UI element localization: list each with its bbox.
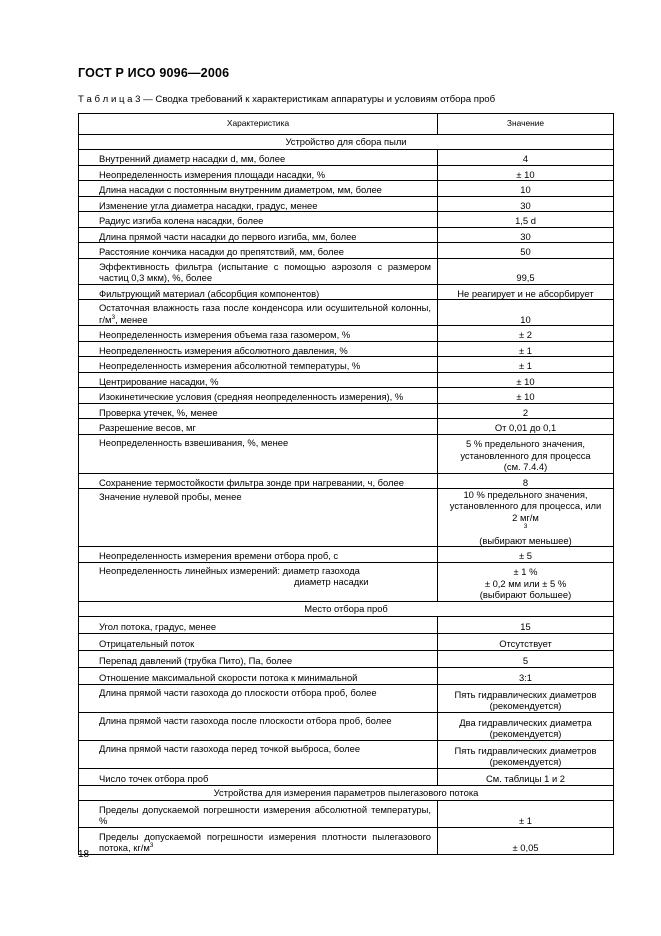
- value-cell: Пять гидравлических диаметров (рекомендуется): [438, 684, 614, 712]
- table-row: [79, 434, 614, 473]
- value-cell: 10: [438, 181, 614, 197]
- table-row: [79, 616, 614, 633]
- requirements-table: [78, 113, 614, 855]
- table-row: [79, 473, 614, 489]
- table-row: [79, 667, 614, 684]
- characteristic-cell: Неопределенность линейных измерений: диаметр газохода диаметр насадки: [79, 562, 438, 601]
- value-cell: 5 % предельного значения, установленного для процесса (см. 7.4.4): [438, 434, 614, 473]
- value-cell: ± 1 % ± 0,2 мм или ± 5 % (выбирают большее): [438, 562, 614, 601]
- column-header-value: Значение: [438, 114, 614, 135]
- value-cell: Отсутствует: [438, 633, 614, 650]
- table-row: [79, 388, 614, 404]
- table-header-row: [79, 114, 614, 135]
- table-row: [79, 243, 614, 259]
- document-header: ГОСТ Р ИСО 9096—2006: [78, 66, 230, 80]
- value-cell: 2: [438, 403, 614, 419]
- table-row: [79, 150, 614, 166]
- value-cell: 4: [438, 150, 614, 166]
- table-row: [79, 800, 614, 827]
- value-cell: См. таблицы 1 и 2: [438, 768, 614, 785]
- characteristic-cell: Неопределенность измерения абсолютной температуры, %: [79, 357, 438, 373]
- section-title: Место отбора проб: [79, 601, 614, 616]
- characteristic-cell: Угол потока, градус, менее: [79, 616, 438, 633]
- characteristic-cell: Неопределенность взвешивания, %, менее: [79, 434, 438, 473]
- characteristic-cell: Фильтрующий материал (абсорбция компонентов): [79, 284, 438, 300]
- value-cell: 30: [438, 227, 614, 243]
- characteristic-cell: Длина прямой части газохода после плоскости отбора проб, более: [79, 712, 438, 740]
- value-cell: ± 1: [438, 357, 614, 373]
- characteristic-cell: Радиус изгиба колена насадки, более: [79, 212, 438, 228]
- characteristic-cell: Длина прямой части газохода перед точкой выброса, более: [79, 740, 438, 768]
- table-row: [79, 300, 614, 326]
- value-cell: Не реагирует и не абсорбирует: [438, 284, 614, 300]
- table-row: [79, 768, 614, 785]
- table-row: [79, 227, 614, 243]
- table-row: [79, 212, 614, 228]
- value-cell: 3:1: [438, 667, 614, 684]
- table-row: [79, 562, 614, 601]
- table-caption-text: — Сводка требований к характеристикам аппаратуры и условиям отбора проб: [143, 94, 496, 105]
- characteristic-cell: Неопределенность измерения объема газа газомером, %: [79, 326, 438, 342]
- table-row: [79, 827, 614, 854]
- table-row: [79, 258, 614, 284]
- table-row: [79, 712, 614, 740]
- section-title: Устройства для измерения параметров пылегазового потока: [79, 785, 614, 800]
- value-cell: От 0,01 до 0,1: [438, 419, 614, 435]
- table-row: [79, 165, 614, 181]
- characteristic-cell: Остаточная влажность газа после конденсора или осушительной колонны, $г/м^3$, менее: [79, 300, 438, 326]
- table-row: [79, 284, 614, 300]
- page-number: 18: [78, 849, 90, 860]
- table-row: [79, 341, 614, 357]
- characteristic-cell: Перепад давлений (трубка Пито), Па, более: [79, 650, 438, 667]
- characteristic-cell: Изменение угла диаметра насадки, градус, менее: [79, 196, 438, 212]
- characteristic-cell: Эффективность фильтра (испытание с помощью аэрозоля с размером частиц 0,3 мкм), %, более: [79, 258, 438, 284]
- characteristic-cell: Число точек отбора проб: [79, 768, 438, 785]
- characteristic-cell: Центрирование насадки, %: [79, 372, 438, 388]
- characteristic-cell: Отношение максимальной скорости потока к минимальной: [79, 667, 438, 684]
- table-row: [79, 403, 614, 419]
- table-row: [79, 326, 614, 342]
- table-row: [79, 196, 614, 212]
- table-row: [79, 650, 614, 667]
- section-row: [79, 785, 614, 800]
- table-row: [79, 181, 614, 197]
- section-row: [79, 135, 614, 150]
- table-row: [79, 633, 614, 650]
- table-row: [79, 357, 614, 373]
- characteristic-cell: Внутренний диаметр насадки d, мм, более: [79, 150, 438, 166]
- characteristic-cell: Неопределенность измерения площади насадки, %: [79, 165, 438, 181]
- characteristic-cell: Пределы допускаемой погрешности измерения абсолютной температуры, %: [79, 800, 438, 827]
- table-caption-label: Т а б л и ц а: [78, 94, 133, 105]
- value-cell: 10: [438, 300, 614, 326]
- characteristic-cell: Пределы допускаемой погрешности измерения плотности пылегазового потока, $кг/м^3$: [79, 827, 438, 854]
- table-caption: [78, 94, 495, 105]
- value-cell: ± 10: [438, 165, 614, 181]
- table-row: [79, 419, 614, 435]
- characteristic-cell: Значение нулевой пробы, менее: [79, 489, 438, 547]
- value-cell: Два гидравлических диаметра (рекомендуется): [438, 712, 614, 740]
- table-caption-number: 3: [135, 94, 141, 105]
- characteristic-cell: Отрицательный поток: [79, 633, 438, 650]
- value-cell: ± 1: [438, 341, 614, 357]
- value-cell: ± 10: [438, 372, 614, 388]
- value-cell: 1,5 d: [438, 212, 614, 228]
- value-cell: 10 % предельного значения, установленного для процесса, или 2 мг/м $^3$ (выбирают меньшее): [438, 489, 614, 547]
- value-cell: ± 2: [438, 326, 614, 342]
- value-cell: 50: [438, 243, 614, 259]
- value-cell: 99,5: [438, 258, 614, 284]
- characteristic-cell: Проверка утечек, %, менее: [79, 403, 438, 419]
- section-row: [79, 601, 614, 616]
- characteristic-cell: Изокинетические условия (средняя неопределенность измерения), %: [79, 388, 438, 404]
- value-cell: 5: [438, 650, 614, 667]
- characteristic-cell: Разрешение весов, мг: [79, 419, 438, 435]
- characteristic-cell: Неопределенность измерения времени отбора проб, с: [79, 547, 438, 563]
- column-header-characteristic: Характеристика: [79, 114, 438, 135]
- table-row: [79, 740, 614, 768]
- value-cell: 30: [438, 196, 614, 212]
- value-cell: ± 1: [438, 800, 614, 827]
- characteristic-cell: Расстояние кончика насадки до препятствий, мм, более: [79, 243, 438, 259]
- section-title: Устройство для сбора пыли: [79, 135, 614, 150]
- value-cell: ± 10: [438, 388, 614, 404]
- value-cell: 15: [438, 616, 614, 633]
- value-cell: Пять гидравлических диаметров (рекомендуется): [438, 740, 614, 768]
- characteristic-cell: Длина прямой части насадки до первого изгиба, мм, более: [79, 227, 438, 243]
- table-row: [79, 489, 614, 547]
- value-cell: ± 5: [438, 547, 614, 563]
- table-row: [79, 372, 614, 388]
- table-row: [79, 547, 614, 563]
- table-row: [79, 684, 614, 712]
- characteristic-cell: Длина прямой части газохода до плоскости отбора проб, более: [79, 684, 438, 712]
- characteristic-cell: Неопределенность измерения абсолютного давления, %: [79, 341, 438, 357]
- value-cell: 8: [438, 473, 614, 489]
- characteristic-cell: Длина насадки с постоянным внутренним диаметром, мм, более: [79, 181, 438, 197]
- characteristic-cell: Сохранение термостойкости фильтра зонде при нагревании, ч, более: [79, 473, 438, 489]
- value-cell: ± 0,05: [438, 827, 614, 854]
